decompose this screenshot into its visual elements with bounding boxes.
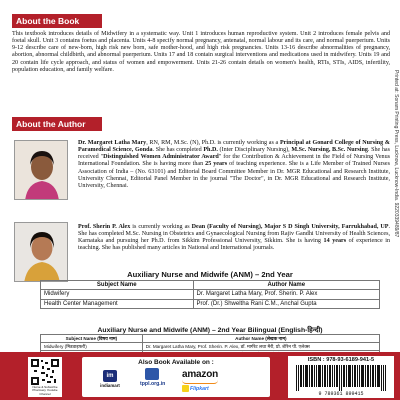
- table-row: [41, 343, 380, 351]
- bio-highlight: Dean (Faculty of Nursing), Major S D Singh University, Farrukhabad, UP: [191, 224, 389, 230]
- tppl-book-icon: [145, 368, 159, 380]
- amazon-smile-icon: [182, 380, 218, 384]
- anm-table-title: Auxiliary Nurse and Midwife (ANM) – 2nd Year: [127, 270, 293, 279]
- bio-text: " for the Contribution & Achievement in the Field of Nursing Venus International Foundation. She is having more than: [78, 154, 390, 168]
- author-portrait-1: [15, 141, 68, 200]
- author-bio-sherin: [78, 224, 390, 253]
- table-cell: Dr. Margaret Latha Mary, Prof. Sherin. P. Alex: [193, 290, 379, 300]
- indiamart-mark-icon: im: [103, 370, 117, 382]
- anm-subject-table: [40, 280, 380, 309]
- bio-text: . She has completed M.Sc. Nursing in Obstetrics and Gynaecological Nursing from Rajiv Gandhi University of Health Sciences, Karnataka and pursuing her Ph.D. from Sikkim Professional University, Sikkim. She is having: [78, 224, 391, 245]
- qr-code-icon: [31, 359, 59, 385]
- table-cell: Midwifery (मिडवाइफरी): [41, 343, 143, 351]
- store-title: Also Book Available on :: [138, 359, 214, 366]
- table-cell: Prof. (Dr.) Shweltha Rani C.M., Anchal Gupta: [193, 299, 379, 309]
- bio-highlight: Ph.D.: [203, 147, 218, 154]
- bio-highlight: 14 years: [323, 238, 347, 245]
- indiamart-label: indiamart: [100, 383, 120, 388]
- bio-text: is currently working as: [130, 224, 192, 230]
- about-book-heading: About the Book: [12, 14, 102, 28]
- bio-text: of experience in teaching. She has published many articles in National and International journals.: [78, 238, 390, 252]
- isbn-barcode: [288, 356, 394, 398]
- flipkart-bag-icon: [182, 385, 189, 392]
- flipkart-logo[interactable]: Flipkart: [190, 386, 209, 392]
- table-header: Subject Name: [41, 281, 194, 290]
- author-name: Dr. Margaret Latha Mary: [78, 140, 147, 146]
- table-row: [41, 299, 380, 309]
- qr-caption: Nurse & Subscribe Pharmacy Youtube Channel: [32, 385, 58, 396]
- table-header: Author Name (लेखक नाम): [142, 335, 379, 343]
- author-photo-margaret: [14, 140, 68, 200]
- bio-text: , RN, RM, M.Sc. (N), Ph.D. is currently working as a: [146, 140, 280, 146]
- table-header-row: [41, 281, 380, 290]
- isbn-number: ISBN : 978-93-6189-941-5: [307, 357, 375, 363]
- qr-code-panel: [28, 357, 62, 397]
- bio-text: (Inter Disciplinary Nursing),: [217, 147, 292, 154]
- bio-highlight: Principal at Gonard College of Nursing & Paramedical Science, Gonda: [78, 140, 390, 154]
- anm-bilingual-table-title: Auxiliary Nurse and Midwife (ANM) – 2nd Year Bilingual (English-हिन्दी): [97, 327, 323, 334]
- barcode-icon: [296, 365, 386, 391]
- table-cell: Dr. Margaret Latha Mary, Prof. Sherin. P. Alex, डॉ. मार्गरेट लथा मैरी, प्रो. शेरिन पी. एलेक्स: [142, 343, 379, 351]
- table-cell: Health Center Management: [41, 299, 194, 309]
- table-row: [41, 290, 380, 300]
- bio-highlight: M.Sc. Nursing, B.Sc. Nursing: [291, 147, 368, 154]
- table-header: Subject Name (विषय नाम): [41, 335, 143, 343]
- about-author-heading: About the Author: [12, 117, 102, 131]
- store-availability-panel: [82, 357, 270, 397]
- amazon-logo[interactable]: amazon: [182, 369, 219, 380]
- table-cell: Midwifery: [41, 290, 194, 300]
- table-header: Author Name: [193, 281, 379, 290]
- author-name: Prof. Sherin P. Alex: [78, 224, 131, 230]
- bio-text: of teaching experience. She is a Life Member of Trained Nurses Association of India – (No. 63101) and Editorial Board Committee Member in Dr. MGR Educational and Research Institute, University Chennai, Editorial Panel Member in the journal "The Doctor", in Dr. MGR Educational and Research Institute, University, Chennai.: [78, 161, 390, 189]
- bio-highlight: 25 years: [205, 161, 228, 168]
- barcode-digits: 9 789361 899415: [318, 391, 364, 397]
- indiamart-logo[interactable]: [96, 370, 124, 388]
- bio-text: . She has received ": [78, 147, 390, 161]
- author-bio-margaret: [78, 140, 390, 190]
- printer-side-text: Printed at: Sonam Printing Press, Lucknow, Lucknow-India. 9220339489/87: [393, 70, 399, 238]
- tppl-link[interactable]: tppl.org.in: [140, 381, 166, 387]
- table-header-row: [41, 335, 380, 343]
- about-book-paragraph: This textbook introduces details of Midwifery in a systematic way. Unit 1 introduces human reproductive system. Unit 2 introduces female pelvis and foetal skull. Unit 3 contains foetus and placenta. Units 4-8 specify normal pregnancy, antenatal, normal labour and its care, and normal puerperium. Units 9-12 describe care of new-born, high risk new born, safe mother-hood, and high risk pregnancies. Units 13-16 describe abnormalities of pregnancy, abortion, abnormal childbirth, and abnormal puerperium. Units 17 and 18 contain surgical interventions and medications used in midwifery. Units 19 and 20 contain life cycle approach, and status of women and empowerment. Units 21-26 contain details on women's health, RTIs, STIs, AIDS, infertility, population education, and family welfare.: [12, 31, 390, 73]
- bio-highlight: Distinguished Women Administrator Award: [103, 154, 219, 161]
- bio-text: . She has completed: [152, 147, 204, 154]
